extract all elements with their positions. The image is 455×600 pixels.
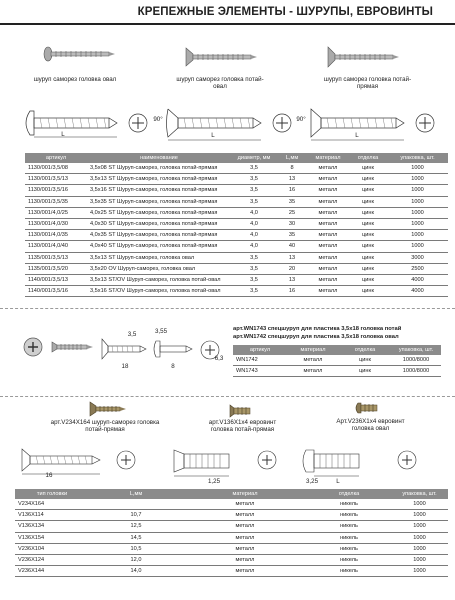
cell-material: металл xyxy=(307,241,349,252)
cell-article: 1130/001/4,0/40 xyxy=(25,241,87,252)
dim-8: 8 xyxy=(171,363,175,370)
col-material: материал xyxy=(307,153,349,163)
screw-countersunk-oval-photo xyxy=(180,42,260,72)
cell-finish: никель xyxy=(307,554,391,565)
cell-pack: 1000 xyxy=(391,521,448,532)
cell-length: 35 xyxy=(277,230,307,241)
cell-pack: 1000 xyxy=(391,566,448,577)
screw-row xyxy=(25,286,448,297)
cell-length: 10,7 xyxy=(89,510,183,521)
cell-finish: цинк xyxy=(349,274,387,285)
eurovint-row xyxy=(15,532,448,543)
dim-3-5: 3,5 xyxy=(127,331,137,338)
cell-length: 16 xyxy=(277,286,307,297)
cell-pack: 1000 xyxy=(387,174,448,185)
cell-article: 1140/001/3,5/16 xyxy=(25,286,87,297)
v236-top-icon xyxy=(395,448,419,472)
screw-countersunk-flat-photo xyxy=(322,42,402,72)
cell-head-type: V136X114 xyxy=(15,510,89,521)
section-separator-2 xyxy=(0,396,455,397)
drawing-countersunk-oval xyxy=(162,103,297,143)
col-diameter: диаметр, мм xyxy=(231,153,277,163)
screw-row xyxy=(25,207,448,218)
dim-l-oval: L xyxy=(61,131,65,138)
cell-name: 3,5х20 OV Шуруп-саморез, головка овал xyxy=(87,263,231,274)
plastic-table-header xyxy=(233,345,441,355)
v236-drawing xyxy=(300,444,380,478)
cell-finish: никель xyxy=(307,510,391,521)
cell-material: металл xyxy=(183,554,307,565)
cell-diameter: 4,0 xyxy=(231,207,277,218)
cell-diameter: 4,0 xyxy=(231,218,277,229)
cell-diameter: 3,5 xyxy=(231,174,277,185)
cell-pack: 1000 xyxy=(391,499,448,510)
col-material-3: материал xyxy=(183,489,307,499)
cell-diameter: 3,5 xyxy=(231,185,277,196)
cell-article: 1130/001/4,0/30 xyxy=(25,218,87,229)
v236-eurovint-photo xyxy=(354,401,380,415)
cell-diameter: 3,5 xyxy=(231,252,277,263)
cell-length: 40 xyxy=(277,241,307,252)
cell-name: 3,5х08 ST Шуруп-саморез, головка потай-прямая xyxy=(87,163,231,174)
cell-name: 3,5х35 ST Шуруп-саморез, головка потай-прямая xyxy=(87,196,231,207)
cell-article: 1130/001/3,5/35 xyxy=(25,196,87,207)
caption-v236: Арт.V236X1x4 евровинт головка овал xyxy=(336,418,405,432)
cell-pack: 1000 xyxy=(391,543,448,554)
dim-l-v236: L xyxy=(336,478,340,485)
cell-length xyxy=(89,499,183,510)
cell-material: металл xyxy=(307,252,349,263)
eurovint-row xyxy=(15,499,448,510)
cell-article: 1135/001/3,5/13 xyxy=(25,252,87,263)
screw-row xyxy=(25,263,448,274)
cell-material: металл xyxy=(307,230,349,241)
screws-table-header xyxy=(25,153,448,163)
screw-row xyxy=(25,241,448,252)
dim-3-25: 3,25 xyxy=(305,478,319,485)
cell-name: 3,5х16 ST/OV Шуруп-саморез, головка потай-овал xyxy=(87,286,231,297)
cell-article: WN1743 xyxy=(233,366,287,377)
col-finish-2: отделка xyxy=(339,345,391,355)
col-article: артикул xyxy=(25,153,87,163)
cell-pack: 1000 xyxy=(387,218,448,229)
dim-l-countersunk-flat: L xyxy=(355,132,359,139)
cell-material: металл xyxy=(307,185,349,196)
dim-16: 16 xyxy=(45,472,53,479)
cell-diameter: 3,5 xyxy=(231,163,277,174)
caption-v234: арт.V234X164 шуруп-саморез головка потай-прямая xyxy=(50,419,160,433)
caption-countersunk-oval: шуруп саморез головка потай-овал xyxy=(176,76,264,90)
col-pack: упаковка, шт. xyxy=(387,153,448,163)
cell-pack: 2500 xyxy=(387,263,448,274)
cell-article: 1135/001/3,5/20 xyxy=(25,263,87,274)
dim-3-55: 3,55 xyxy=(154,328,168,335)
cell-length: 12,0 xyxy=(89,554,183,565)
screws-table xyxy=(25,153,448,297)
cell-length: 30 xyxy=(277,218,307,229)
screw-oval-photo xyxy=(38,40,118,70)
screw-row xyxy=(25,185,448,196)
section-separator-1 xyxy=(0,308,455,309)
dim-angle-1: 90° xyxy=(153,116,163,123)
v234-top-icon xyxy=(114,448,138,472)
screw-row xyxy=(25,218,448,229)
plastic-screw-row xyxy=(233,366,441,377)
cell-finish: никель xyxy=(307,532,391,543)
plastic-screws-table xyxy=(233,345,441,377)
cell-diameter: 3,5 xyxy=(231,286,277,297)
cell-finish: цинк xyxy=(349,286,387,297)
cell-diameter: 4,0 xyxy=(231,241,277,252)
cell-length: 13 xyxy=(277,274,307,285)
cell-pack: 1000/8000 xyxy=(391,366,441,377)
col-material-2: материал xyxy=(287,345,339,355)
cell-length: 25 xyxy=(277,207,307,218)
cell-finish: цинк xyxy=(339,355,391,366)
screw-row xyxy=(25,196,448,207)
cell-finish: цинк xyxy=(339,366,391,377)
dim-6-3: 6,3 xyxy=(214,355,224,362)
plastic-screw-row xyxy=(233,355,441,366)
cell-pack: 1000 xyxy=(391,510,448,521)
eurovint-row xyxy=(15,566,448,577)
cell-finish: никель xyxy=(307,521,391,532)
cell-pack: 1000 xyxy=(391,554,448,565)
dim-angle-2: 90° xyxy=(296,116,306,123)
plastic-screw-drawing-2 xyxy=(152,335,197,363)
cell-head-type: V236X104 xyxy=(15,543,89,554)
cell-material: металл xyxy=(183,499,307,510)
col-finish: отделка xyxy=(349,153,387,163)
cell-article: WN1742 xyxy=(233,355,287,366)
cell-length: 14,5 xyxy=(89,532,183,543)
cell-name: 4,0х30 ST Шуруп-саморез, головка потай-прямая xyxy=(87,218,231,229)
dim-1-25: 1,25 xyxy=(207,478,221,485)
cell-pack: 1000 xyxy=(387,230,448,241)
cell-finish: цинк xyxy=(349,163,387,174)
cell-pack: 1000 xyxy=(387,163,448,174)
cell-finish: цинк xyxy=(349,185,387,196)
dim-18: 18 xyxy=(121,363,129,370)
cell-material: металл xyxy=(307,174,349,185)
eurovint-table-header xyxy=(15,489,448,499)
v234-drawing xyxy=(20,445,110,475)
cell-material: металл xyxy=(307,274,349,285)
wn1742-title: арт.WN1742 спецшуруп для пластика 3,5х18 головка овал xyxy=(233,334,399,340)
eurovint-row xyxy=(15,521,448,532)
eurovint-row xyxy=(15,543,448,554)
col-head-type: тип головки xyxy=(15,489,89,499)
cell-name: 3,5х13 ST/OV Шуруп-саморез, головка потай-овал xyxy=(87,274,231,285)
cell-material: металл xyxy=(183,566,307,577)
cell-finish: никель xyxy=(307,566,391,577)
cell-length: 14,0 xyxy=(89,566,183,577)
wn1743-title: арт.WN1743 спецшуруп для пластика 3,5х18 головка потай xyxy=(233,326,402,332)
dim-l-countersunk-oval: L xyxy=(211,132,215,139)
screw-row xyxy=(25,252,448,263)
cell-pack: 4000 xyxy=(387,286,448,297)
eurovint-row xyxy=(15,554,448,565)
col-pack-3: упаковка, шт. xyxy=(391,489,448,499)
cell-material: металл xyxy=(307,207,349,218)
cell-pack: 1000 xyxy=(387,185,448,196)
cell-length: 13 xyxy=(277,252,307,263)
screw-row xyxy=(25,174,448,185)
caption-v136: арт.V136X1x4 евровинт головка потай-прямая xyxy=(208,419,277,433)
cell-diameter: 3,5 xyxy=(231,274,277,285)
cell-article: 1130/001/3,5/08 xyxy=(25,163,87,174)
cell-finish: цинк xyxy=(349,263,387,274)
cell-finish: цинк xyxy=(349,207,387,218)
col-finish-3: отделка xyxy=(307,489,391,499)
cell-head-type: V136X154 xyxy=(15,532,89,543)
cell-material: металл xyxy=(307,218,349,229)
cell-material: металл xyxy=(183,532,307,543)
cell-name: 3,5х16 ST Шуруп-саморез, головка потай-прямая xyxy=(87,185,231,196)
cell-finish: никель xyxy=(307,543,391,554)
screw-row xyxy=(25,230,448,241)
cell-pack: 1000 xyxy=(387,196,448,207)
cell-name: 4,0х25 ST Шуруп-саморез, головка потай-прямая xyxy=(87,207,231,218)
eurovint-table xyxy=(15,489,448,577)
cell-finish: цинк xyxy=(349,252,387,263)
cell-pack: 1000 xyxy=(387,241,448,252)
cell-head-type: V136X134 xyxy=(15,521,89,532)
cell-article: 1130/001/3,5/13 xyxy=(25,174,87,185)
caption-countersunk-flat: шуруп саморез головка потай-прямая xyxy=(323,76,412,90)
cell-material: металл xyxy=(183,521,307,532)
page-header xyxy=(0,0,455,28)
cell-head-type: V236X144 xyxy=(15,566,89,577)
cell-material: металл xyxy=(307,196,349,207)
cell-finish: цинк xyxy=(349,196,387,207)
cell-diameter: 3,5 xyxy=(231,196,277,207)
plastic-screw-head-icon xyxy=(22,336,44,358)
cell-finish: цинк xyxy=(349,241,387,252)
drawing-oval xyxy=(18,103,153,143)
cell-finish: цинк xyxy=(349,218,387,229)
col-length-3: L,мм xyxy=(89,489,183,499)
cell-finish: цинк xyxy=(349,230,387,241)
col-article-2: артикул xyxy=(233,345,287,355)
plastic-screw-drawing-1 xyxy=(100,335,150,363)
cell-name: 3,5х13 ST Шуруп-саморез, головка овал xyxy=(87,252,231,263)
cell-material: металл xyxy=(287,366,339,377)
cell-name: 3,5х13 ST Шуруп-саморез, головка потай-прямая xyxy=(87,174,231,185)
cell-material: металл xyxy=(307,163,349,174)
cell-material: металл xyxy=(183,543,307,554)
cell-diameter: 3,5 xyxy=(231,263,277,274)
cell-material: металл xyxy=(287,355,339,366)
cell-material: металл xyxy=(307,286,349,297)
cell-length: 20 xyxy=(277,263,307,274)
cell-pack: 4000 xyxy=(387,274,448,285)
cell-pack: 3000 xyxy=(387,252,448,263)
v136-drawing xyxy=(170,444,250,478)
col-pack-2: упаковка, шт. xyxy=(391,345,441,355)
cell-length: 16 xyxy=(277,185,307,196)
cell-name: 4,0х35 ST Шуруп-саморез, головка потай-прямая xyxy=(87,230,231,241)
cell-pack: 1000/8000 xyxy=(391,355,441,366)
v136-top-icon xyxy=(255,448,279,472)
header-rule xyxy=(0,23,455,25)
screw-row xyxy=(25,274,448,285)
col-length: L,мм xyxy=(277,153,307,163)
cell-pack: 1000 xyxy=(387,207,448,218)
cell-name: 4,0х40 ST Шуруп-саморез, головка потай-прямая xyxy=(87,241,231,252)
cell-article: 1130/001/4,0/25 xyxy=(25,207,87,218)
cell-finish: цинк xyxy=(349,174,387,185)
cell-head-type: V236X124 xyxy=(15,554,89,565)
cell-pack: 1000 xyxy=(391,532,448,543)
cell-article: 1130/001/4,0/35 xyxy=(25,230,87,241)
cell-material: металл xyxy=(183,510,307,521)
cell-length: 12,5 xyxy=(89,521,183,532)
cell-length: 13 xyxy=(277,174,307,185)
cell-length: 35 xyxy=(277,196,307,207)
cell-length: 8 xyxy=(277,163,307,174)
col-name: наименование xyxy=(87,153,231,163)
drawing-countersunk-flat xyxy=(305,103,440,143)
cell-diameter: 4,0 xyxy=(231,230,277,241)
screw-row xyxy=(25,163,448,174)
plastic-screw-photo xyxy=(50,340,95,354)
cell-article: 1130/001/3,5/16 xyxy=(25,185,87,196)
cell-material: металл xyxy=(307,263,349,274)
caption-oval: шуруп саморез головка овал xyxy=(33,76,117,83)
page-title: КРЕПЕЖНЫЕ ЭЛЕМЕНТЫ - ШУРУПЫ, ЕВРОВИНТЫ xyxy=(137,6,433,18)
cell-article: 1140/001/3,5/13 xyxy=(25,274,87,285)
cell-head-type: V234X164 xyxy=(15,499,89,510)
v136-eurovint-photo xyxy=(228,404,254,418)
cell-finish: никель xyxy=(307,499,391,510)
v234-screw-photo xyxy=(88,400,128,418)
eurovint-row xyxy=(15,510,448,521)
cell-length: 10,5 xyxy=(89,543,183,554)
